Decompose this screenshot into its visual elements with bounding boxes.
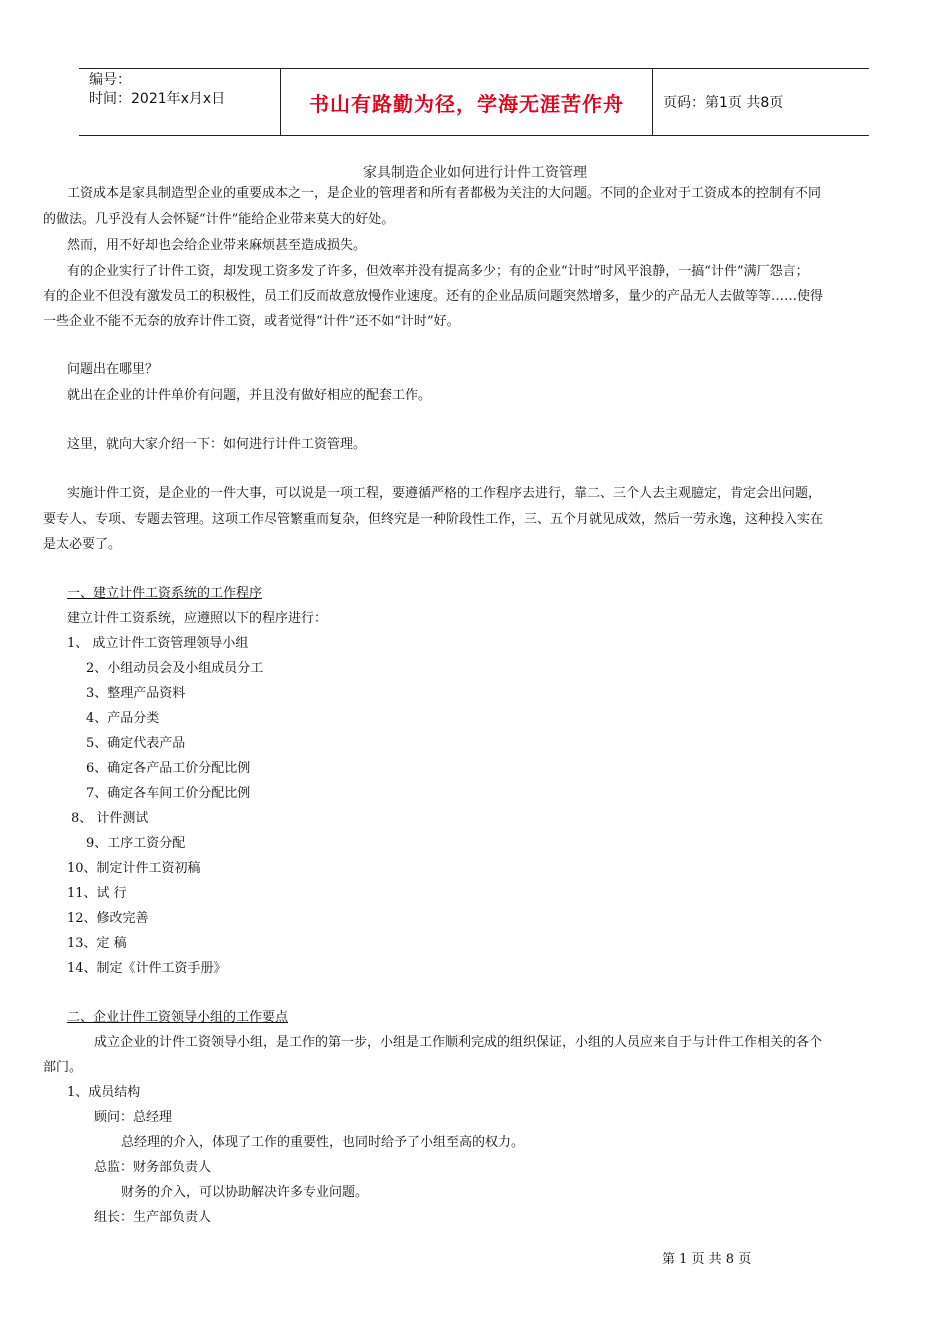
director-note: 财务的介入，可以协助解决许多专业问题。 xyxy=(121,1185,369,1200)
subsection-heading: 1、成员结构 xyxy=(67,1085,141,1100)
time-label: 时间：2021年x月x日 xyxy=(89,91,226,107)
step-item: 3、整理产品资料 xyxy=(86,686,186,701)
paragraph-line: 部门。 xyxy=(43,1060,83,1075)
paragraph-line: 一些企业不能不无奈的放弃计件工资，或者觉得“计件”还不如“计时”好。 xyxy=(43,314,460,329)
paragraph-line: 是太必要了。 xyxy=(43,537,122,552)
header-left-cell xyxy=(79,69,280,135)
step-item: 2、小组动员会及小组成员分工 xyxy=(86,661,264,676)
director-line: 总监：财务部负责人 xyxy=(94,1160,212,1175)
step-item: 10、制定计件工资初稿 xyxy=(67,861,201,876)
paragraph-line: 工资成本是家具制造型企业的重要成本之一，是企业的管理者和所有者都极为关注的大问题。不同的企业对于工资成本的控制有不同 xyxy=(67,186,822,201)
motto-text: 书山有路勤为径，学海无涯苦作舟 xyxy=(309,91,624,116)
paragraph-line: 然而，用不好却也会给企业带来麻烦甚至造成损失。 xyxy=(67,238,367,253)
step-item: 6、确定各产品工价分配比例 xyxy=(86,761,251,776)
paragraph-line: 有的企业不但没有激发员工的积极性，员工们反而故意放慢作业速度。还有的企业品质问题突然增多，量少的产品无人去做等等……使得 xyxy=(43,289,824,304)
paragraph-line: 成立企业的计件工资领导小组，是工作的第一步，小组是工作顺利完成的组织保证，小组的人员应来自于与计件工作相关的各个 xyxy=(94,1035,823,1050)
page-footer: 第 1 页 共 8 页 xyxy=(662,1252,752,1267)
step-item: 7、确定各车间工价分配比例 xyxy=(86,786,251,801)
paragraph-line: 实施计件工资，是企业的一件大事，可以说是一项工程，要遵循严格的工作程序去进行，靠二、三个人去主观臆定，肯定会出问题， xyxy=(67,486,822,501)
paragraph-line: 有的企业实行了计件工资，却发现工资多发了许多，但效率并没有提高多少；有的企业“计时”时风平浪静，一搞“计件”满厂怨言； xyxy=(67,264,809,279)
leader-line: 组长：生产部负责人 xyxy=(94,1210,212,1225)
header-right-cell xyxy=(653,69,869,135)
paragraph-line: 的做法。几乎没有人会怀疑“计件”能给企业带来莫大的好处。 xyxy=(43,212,395,227)
advisor-note: 总经理的介入，体现了工作的重要性，也同时给予了小组至高的权力。 xyxy=(121,1135,525,1150)
step-item: 4、产品分类 xyxy=(86,711,160,726)
document-title: 家具制造企业如何进行计件工资管理 xyxy=(363,165,587,181)
answer-line: 就出在企业的计件单价有问题，并且没有做好相应的配套工作。 xyxy=(67,388,432,403)
header-middle-cell xyxy=(280,69,653,135)
page-info: 页码：第1页 共8页 xyxy=(663,95,784,111)
step-item: 1、 成立计件工资管理领导小组 xyxy=(67,636,249,651)
step-item: 9、工序工资分配 xyxy=(86,836,186,851)
header-table xyxy=(79,68,869,136)
number-label: 编号： xyxy=(89,72,131,88)
step-item: 14、制定《计件工资手册》 xyxy=(67,961,227,976)
step-item: 13、定 稿 xyxy=(67,936,127,951)
step-item: 5、确定代表产品 xyxy=(86,736,186,751)
step-item: 11、试 行 xyxy=(67,886,127,901)
intro-next-line: 这里，就向大家介绍一下：如何进行计件工资管理。 xyxy=(67,437,367,452)
section1-intro: 建立计件工资系统，应遵照以下的程序进行： xyxy=(67,611,328,626)
step-item: 8、 计件测试 xyxy=(71,811,149,826)
section1-heading: 一、建立计件工资系统的工作程序 xyxy=(67,586,263,601)
advisor-line: 顾问：总经理 xyxy=(94,1110,173,1125)
section2-heading: 二、企业计件工资领导小组的工作要点 xyxy=(67,1010,289,1025)
question-line: 问题出在哪里？ xyxy=(67,362,159,377)
paragraph-line: 要专人、专项、专题去管理。这项工作尽管繁重而复杂，但终究是一种阶段性工作，三、五个月就见成效，然后一劳永逸，这种投入实在 xyxy=(43,512,824,527)
step-item: 12、修改完善 xyxy=(67,911,149,926)
